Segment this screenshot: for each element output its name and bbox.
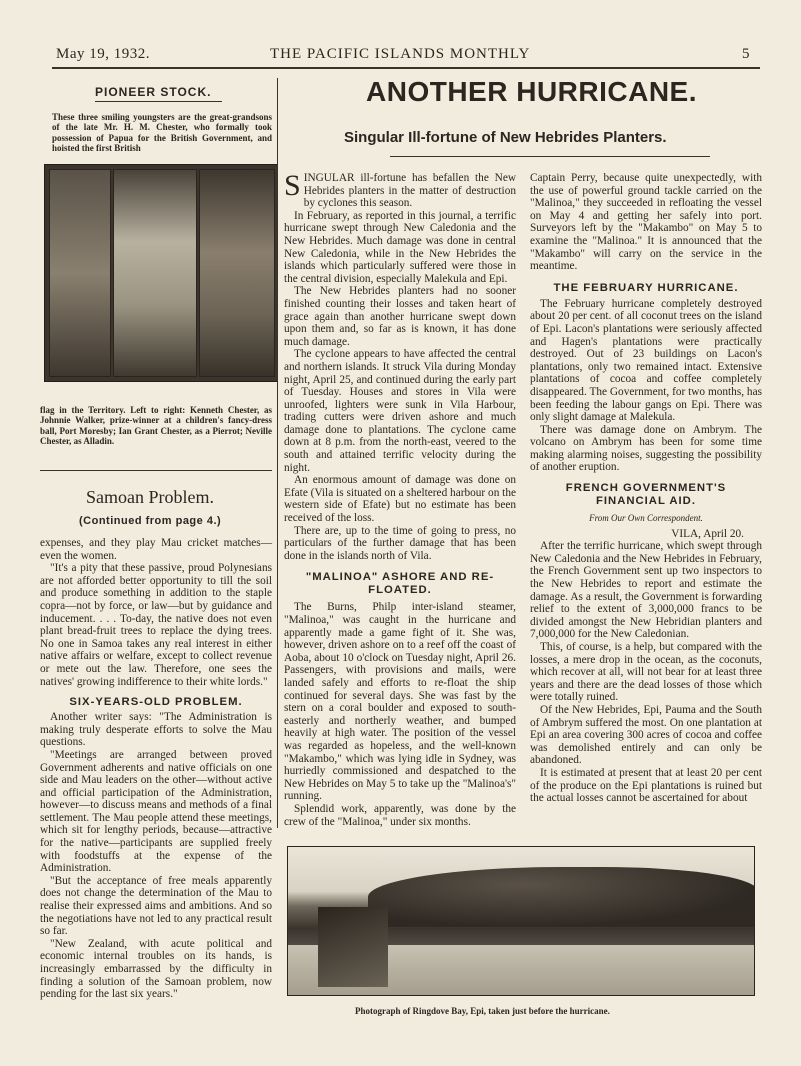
photo-foreground-palm <box>318 907 388 987</box>
february-paragraph: The February hurricane completely destroyed about 20 per cent. of all coconut trees on the island of Epi. Lacon's plantations were seriously affected and Hagen's plantations were practically destroyed. Out of 23 buildings on Lacon's plantations, only two remained intact. Extensive plantations of cocoa and coffee completely disappeared. The Government, for two months, has been feeding the labour gangs on Epi. There was only slight damage at Malekula. <box>530 297 762 424</box>
hurricane-paragraph: The New Hebrides planters had no sooner finished counting their losses and taken heart of grace again than another hurricane swept down upon them and, so far as is known, it has done much damage. <box>284 285 516 348</box>
section-rule-left <box>40 470 272 471</box>
samoan-paragraph: "It's a pity that these passive, proud Polynesians are not afforded better opportunity to till the soil and produce something in addition to the staple copra—not by force, or law—but by guidance and inducement. . . . To-day, the native does not even plant bread-fruit trees to replace the dying trees. No one in Samoa takes any real interest in either native affairs or welfare, except to collect revenue or mete out the law. Therefore, one sees the natives' growing indifference to their white lords." <box>40 562 272 688</box>
samoan-subheading: SIX-YEARS-OLD PROBLEM. <box>69 696 243 709</box>
samoan-paragraph: "Meetings are arranged between proved Government adherents and native officials on one side and Mau leaders on the other—without active and official participation of the Administration, however—to discuss means and methods of a final settlement. The Mau people attend these meetings, which sit for lengthy periods, because—attractive for the native—participants are supplied freely with foodstuffs at the expense of the Administration. <box>40 748 272 875</box>
correspondent-line: From Our Own Correspondent. <box>589 513 703 524</box>
photo-pierrot <box>113 169 197 377</box>
hurricane-paragraph: An enormous amount of damage was done on Efate (Vila is situated on a sheltered harbour on the western side of Efate) but no estimate has been received of the loss. <box>284 474 516 525</box>
pioneer-heading-rule <box>95 101 222 102</box>
hurricane-lead: INGULAR ill-fortune has befallen the New Hebrides planters in the matter of destruction by cyclones this season. <box>303 172 516 210</box>
pioneer-photo <box>44 164 278 382</box>
hurricane-column-1 <box>284 169 516 828</box>
hurricane-title: ANOTHER HURRICANE. <box>366 76 697 107</box>
photo-caption: Photograph of Ringdove Bay, Epi, taken just before the hurricane. <box>355 1006 610 1016</box>
issue-date: May 19, 1932. <box>56 46 150 62</box>
samoan-paragraph: "But the acceptance of free meals apparently does not change the determination of the Mau to realise their expressed aims and ambitions. And so the negotiations have not led to any practical result so far. <box>40 874 272 938</box>
samoan-paragraph: expenses, and they play Mau cricket matches—even the women. <box>40 537 272 562</box>
samoan-paragraph: Another writer says: "The Administration is making truly desperate efforts to solve the Mau questions. <box>40 711 272 749</box>
malinoa-paragraph: Splendid work, apparently, was done by the crew of the "Malinoa," under six months. <box>284 802 516 828</box>
malinoa-heading: "MALINOA" ASHORE AND RE-FLOATED. <box>305 571 495 597</box>
pioneer-heading: PIONEER STOCK. <box>95 85 212 99</box>
photo-hillside <box>368 867 755 927</box>
drop-cap: S <box>284 169 301 202</box>
dateline: VILA, April 20. <box>671 527 744 540</box>
header-rule <box>52 67 760 69</box>
samoan-body <box>40 537 272 1001</box>
photo-alladin <box>199 169 275 377</box>
pioneer-caption: flag in the Territory. Left to right: Kenneth Chester, as Johnnie Walker, prize-winner at a children's fancy-dress ball, Port Moresby; Ian Grant Chester, as a Pierrot; Neville Chester, as Alladin. <box>40 405 272 447</box>
hurricane-paragraph: There are, up to the time of going to press, no particulars of the further damage that has been done in the islands north of Vila. <box>284 524 516 562</box>
column-2-top: Captain Perry, because quite unexpectedly, with the use of powerful ground tackle carried on the "Malinoa," they succeeded in refloating the vessel on May 4 and getting her safely into port. Surveyors left by the "Makambo" on May 5 to examine the "Malinoa." It is announced that the "Makambo" will carry on the service in the meantime. <box>530 172 762 273</box>
french-heading: FRENCH GOVERNMENT'S FINANCIAL AID. <box>565 482 727 508</box>
samoan-paragraph: "New Zealand, with acute political and economic internal troubles on its hands, is increasingly embarrassed by the difficulty in finding a solution of the Samoan problem, now pending for the last six years." <box>40 937 272 1001</box>
french-paragraph: It is estimated at present that at least 20 per cent of the produce on the Epi plantations is ruined but the actual losses cannot be ascertained for about <box>530 766 762 805</box>
hurricane-paragraph: The cyclone appears to have affected the central and northern islands. It struck Vila during Monday night, April 25, and continued during the early part of Tuesday. Houses and stores in Vila were unroofed, lighters were sunk in Vila Harbour, trading cutters were driven ashore and much damage done to plantations. The cyclone came down at 8 p.m. from the north-east, veered to the south and attained terrific velocity during the night. <box>284 348 516 474</box>
french-paragraph: After the terrific hurricane, which swept through New Caledonia and the New Hebrides in February, the French Government sent up two inspectors to the New Hebrides to report and estimate the damage. As a result, the Government is forwarding relief to the extent of 3,000,000 francs to be divided amongst the New Hebridian planters and 7,000,000 for the New Caledonian. <box>530 540 762 641</box>
february-heading: THE FEBRUARY HURRICANE. <box>553 281 739 294</box>
subtitle-rule <box>390 156 710 157</box>
column-divider <box>277 78 278 828</box>
photo-boy-left <box>49 169 111 377</box>
pioneer-intro: These three smiling youngsters are the great-grandsons of the late Mr. H. M. Chester, who formally took possession of Papua for the British Government, and hoisted the first British <box>52 112 272 154</box>
samoan-continued: (Continued from page 4.) <box>79 515 222 527</box>
publication-title: THE PACIFIC ISLANDS MONTHLY <box>270 46 531 62</box>
hurricane-column-2 <box>530 172 762 805</box>
samoan-title: Samoan Problem. <box>86 487 214 507</box>
february-paragraph: There was damage done on Ambrym. The volcano on Ambrym has been for some time making alarming noises, suggesting the possibility of another eruption. <box>530 423 762 474</box>
hurricane-paragraph: In February, as reported in this journal, a terrific hurricane swept through New Caledonia and the New Hebrides. Much damage was done in central New Caledonia, while in the New Hebrides the islands which particularly suffered were those in the central division, especially Malekula and Epi. <box>284 209 516 285</box>
hurricane-subtitle: Singular Ill-fortune of New Hebrides Planters. <box>344 129 667 146</box>
malinoa-paragraph: The Burns, Philp inter-island steamer, "Malinoa," was caught in the hurricane and apparently made a game fight of it. She was, however, driven ashore on to a reef off the coast of Aoba, about 10 o'clock on Tuesday night, April 26. Passengers, with provisions and mails, were landed safely and efforts to re-float the ship continued for several days. She was fast by the stern on a coral boulder and exposed to south-easterly and northerly weather, and bumped heavily at high water. The position of the vessel was regarded as hopeless, and the well-known "Makambo," which was lying idle in Sydney, was hurriedly commissioned and despatched to the New Hebrides on May 5 to take up the "Malinoa's" running. <box>284 601 516 803</box>
ringdove-bay-photo <box>287 846 755 996</box>
french-paragraph: Of the New Hebrides, Epi, Pauma and the South of Ambrym suffered the most. On one plantation at Epi an area covering 300 acres of cocoa and coffee was demolished entirely and can only be abandoned. <box>530 703 762 767</box>
page-number: 5 <box>742 46 750 62</box>
french-paragraph: This, of course, is a help, but compared with the losses, a mere drop in the ocean, as the coconuts, which recover at all, will not bear for at least three years and there are the dead losses of those which were totally ruined. <box>530 641 762 704</box>
